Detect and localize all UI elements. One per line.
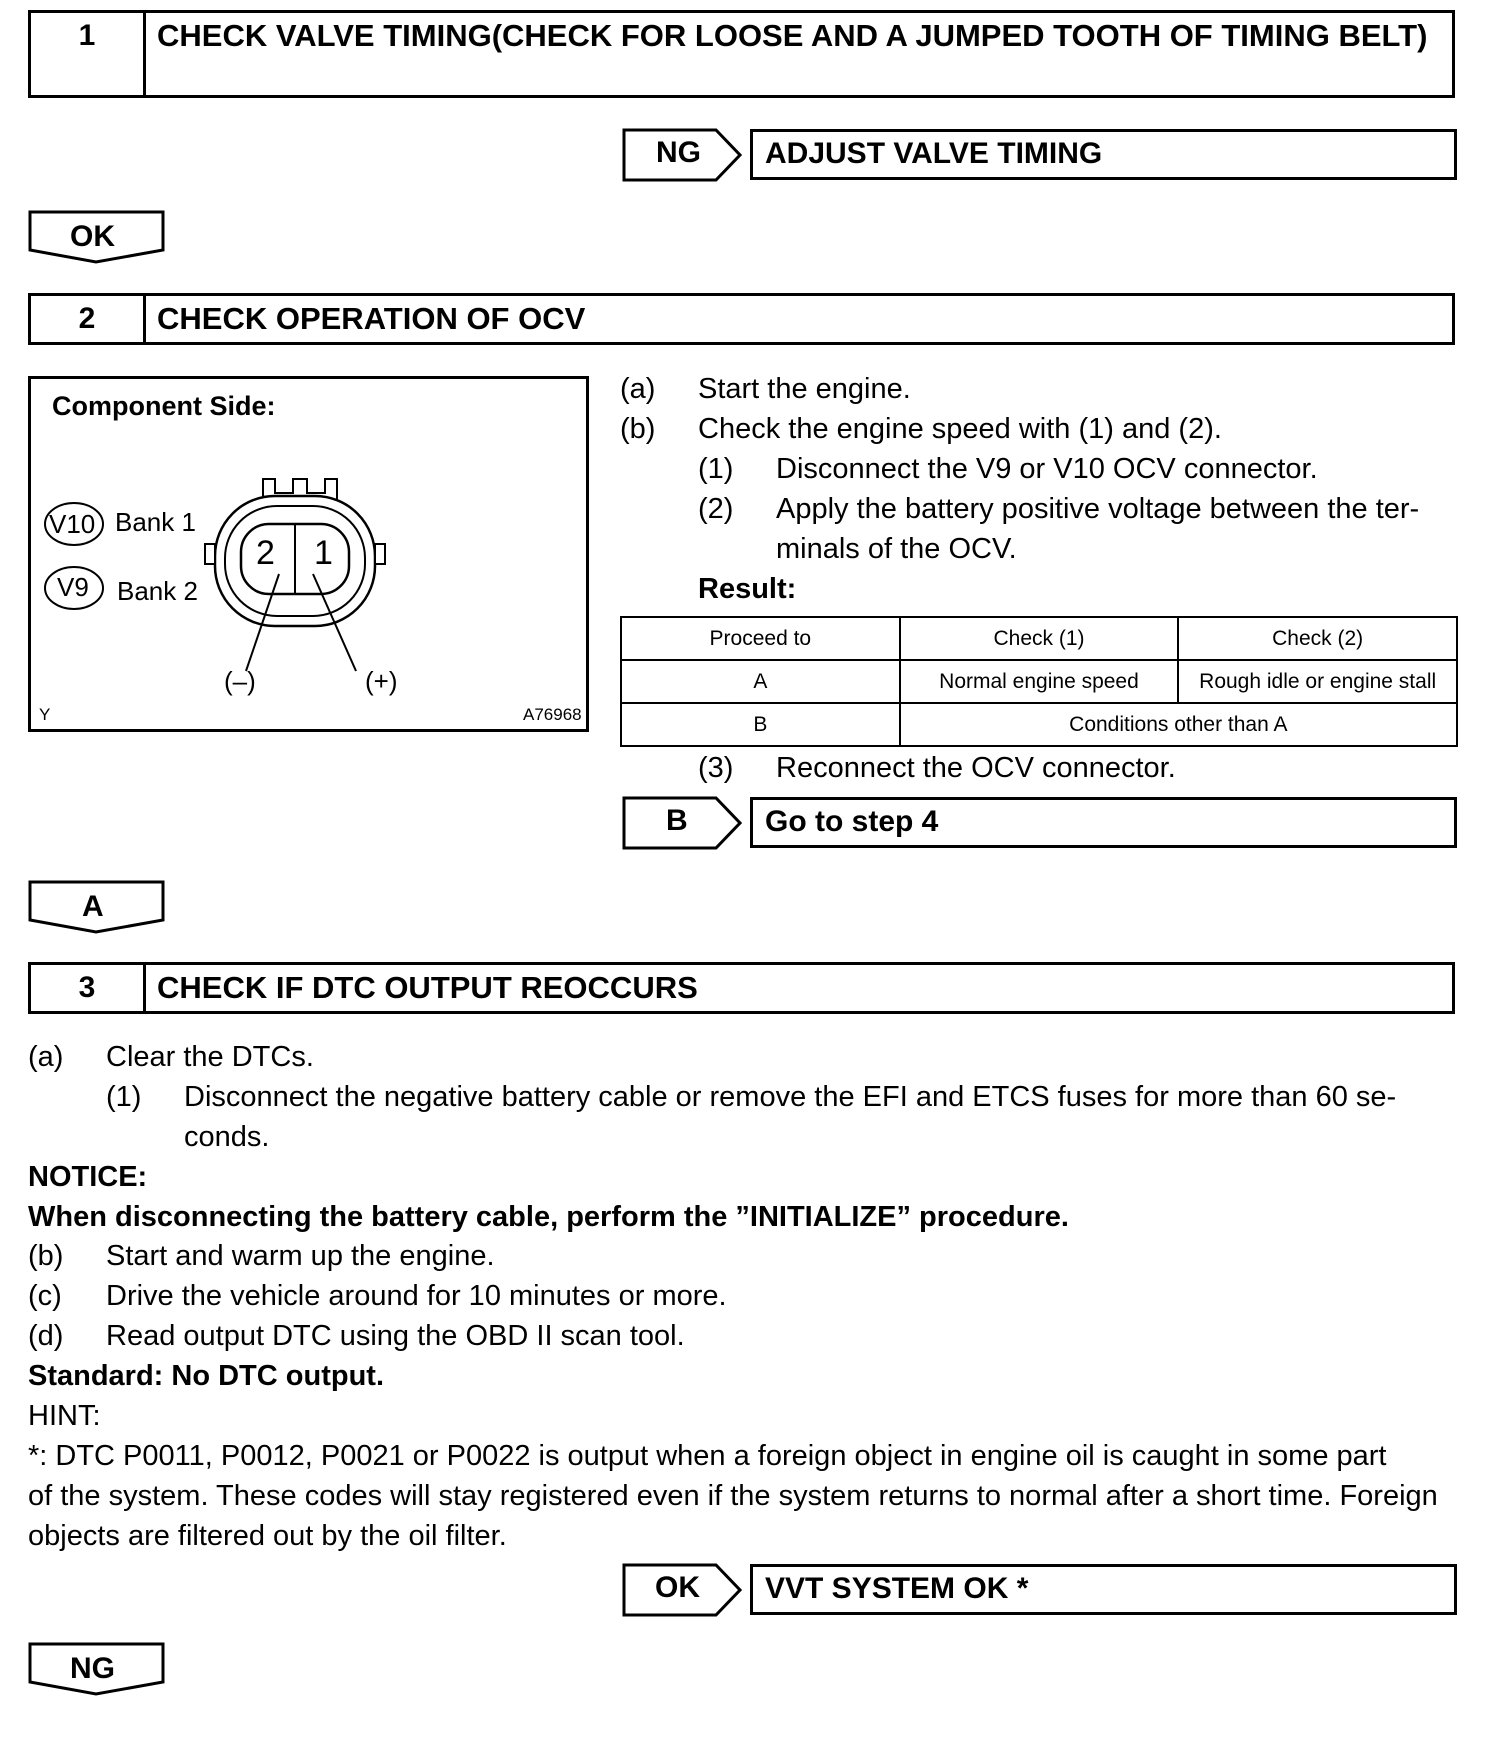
step3-ok-result: VVT SYSTEM OK * xyxy=(750,1564,1457,1615)
hint-label: HINT: xyxy=(28,1400,101,1432)
step1-ng-result: ADJUST VALVE TIMING xyxy=(750,129,1457,180)
step3-c-marker: (c) xyxy=(28,1280,62,1312)
step3-a-marker: (a) xyxy=(28,1041,64,1073)
step3-c-text: Drive the vehicle around for 10 minutes or more. xyxy=(106,1280,727,1312)
step3-b-text: Start and warm up the engine. xyxy=(106,1240,495,1272)
step3-ng-label: NG xyxy=(70,1652,115,1685)
connector-diagram xyxy=(28,376,589,732)
connector-drawing xyxy=(31,379,586,729)
hint-line1: *: DTC P0011, P0012, P0021 or P0022 is output when a foreign object in engine oil is caught in some part xyxy=(28,1440,1387,1472)
step3-a1-line2: conds. xyxy=(184,1121,270,1153)
plus-label: (+) xyxy=(365,666,398,696)
bank1-label: Bank 1 xyxy=(115,507,196,537)
step3-d-text: Read output DTC using the OBD II scan tool. xyxy=(106,1320,685,1352)
step2-b-result: Go to step 4 xyxy=(750,797,1457,848)
table-cell: Normal engine speed xyxy=(900,660,1179,703)
table-row xyxy=(621,660,1457,703)
bank2-label: Bank 2 xyxy=(117,576,198,606)
step3-header xyxy=(28,962,1455,1014)
step3-a1-line1: Disconnect the negative battery cable or remove the EFI and ETCS fuses for more than 60 se- xyxy=(184,1081,1397,1113)
hint-line2: of the system. These codes will stay registered even if the system returns to normal after a short time. Foreign xyxy=(28,1480,1438,1512)
step2-header xyxy=(28,293,1455,345)
step1-header xyxy=(28,10,1455,98)
step1-ng-label: NG xyxy=(656,136,701,169)
step1-ok-label: OK xyxy=(70,220,115,253)
step2-a-marker: (a) xyxy=(620,373,656,405)
step2-sub1-text: Disconnect the V9 or V10 OCV connector. xyxy=(776,453,1318,485)
step2-sub2-line1: Apply the battery positive voltage between the ter- xyxy=(776,493,1420,525)
step1-title: CHECK VALVE TIMING(CHECK FOR LOOSE AND A JUMPED TOOTH OF TIMING BELT) xyxy=(157,18,1428,53)
table-cell: B xyxy=(621,703,900,746)
v9-label: V9 xyxy=(57,572,89,602)
diagram-heading: Component Side: xyxy=(52,391,276,421)
step2-sub1-marker: (1) xyxy=(698,453,734,485)
result-table xyxy=(620,616,1458,747)
minus-label: (–) xyxy=(224,666,256,696)
pin2-label: 2 xyxy=(256,534,275,572)
table-cell: Conditions other than A xyxy=(900,703,1457,746)
step2-b-label: B xyxy=(666,804,688,837)
table-cell: A xyxy=(621,660,900,703)
step3-a-text: Clear the DTCs. xyxy=(106,1041,314,1073)
step2-title: CHECK OPERATION OF OCV xyxy=(157,301,586,336)
diagram-figure-id: A76968 xyxy=(523,705,582,724)
step2-a-text: Start the engine. xyxy=(698,373,911,405)
standard-text: Standard: No DTC output. xyxy=(28,1360,385,1392)
step3-b-marker: (b) xyxy=(28,1240,64,1272)
table-header-check2: Check (2) xyxy=(1178,617,1457,660)
hint-line3: objects are filtered out by the oil filter. xyxy=(28,1520,507,1552)
step2-b-marker: (b) xyxy=(620,413,656,445)
step3-ok-label: OK xyxy=(655,1571,700,1604)
result-label: Result: xyxy=(698,573,797,605)
table-cell: Rough idle or engine stall xyxy=(1178,660,1457,703)
diagram-corner-left: Y xyxy=(39,705,51,724)
table-header-proceed: Proceed to xyxy=(621,617,900,660)
step3-d-marker: (d) xyxy=(28,1320,64,1352)
notice-label: NOTICE: xyxy=(28,1161,148,1193)
step2-sub3-marker: (3) xyxy=(698,752,734,784)
notice-text: When disconnecting the battery cable, perform the ”INITIALIZE” procedure. xyxy=(28,1201,1069,1233)
step2-sub2-line2: minals of the OCV. xyxy=(776,533,1017,565)
v10-label: V10 xyxy=(49,509,96,539)
step1-number: 1 xyxy=(31,13,146,95)
step3-a1-marker: (1) xyxy=(106,1081,142,1113)
table-header-check1: Check (1) xyxy=(900,617,1179,660)
step2-b-text: Check the engine speed with (1) and (2). xyxy=(698,413,1222,445)
step2-sub3-text: Reconnect the OCV connector. xyxy=(776,752,1176,784)
step2-number: 2 xyxy=(31,296,146,342)
step3-number: 3 xyxy=(31,965,146,1011)
table-row xyxy=(621,703,1457,746)
step3-title: CHECK IF DTC OUTPUT REOCCURS xyxy=(157,970,698,1005)
table-row xyxy=(621,617,1457,660)
step2-a-label: A xyxy=(82,890,104,923)
step2-sub2-marker: (2) xyxy=(698,493,734,525)
pin1-label: 1 xyxy=(314,534,333,572)
